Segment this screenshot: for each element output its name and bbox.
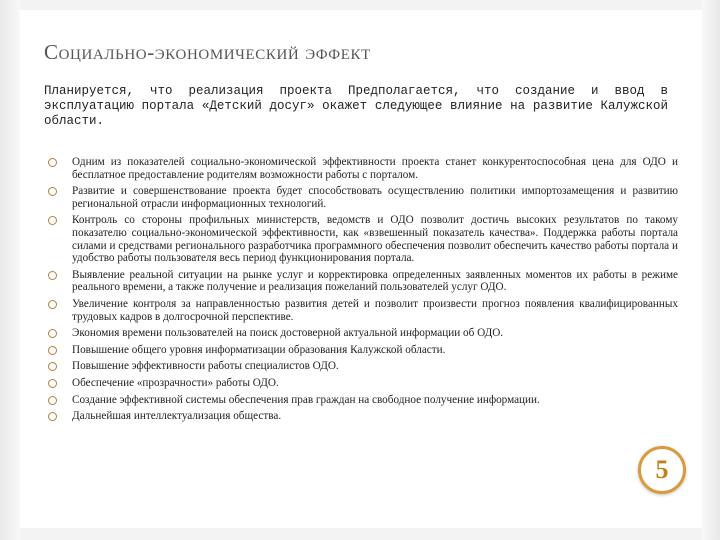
list-item-text: Повышение общего уровня информатизации образования Калужской области. xyxy=(72,343,446,356)
list-item-text: Повышение эффективности работы специалистов ОДО. xyxy=(72,360,339,373)
slide-title: Социально-экономический эффект xyxy=(44,40,371,64)
slide-frame-right xyxy=(702,0,720,540)
list-item xyxy=(44,214,678,264)
list-item xyxy=(44,156,678,181)
bullet-icon xyxy=(48,362,57,371)
bullet-icon xyxy=(48,158,57,167)
list-item-text: Обеспечение «прозрачности» работы ОДО. xyxy=(72,376,279,389)
list-item-text: Экономия времени пользователей на поиск достоверной актуальной информации об ОДО. xyxy=(72,327,504,340)
bullet-icon xyxy=(48,216,57,225)
list-item-text: Одним из показателей социально-экономической эффективности проекта станет конкурентоспособная цена для ОДО и бесплатное предоставление родителям возможности работы с порталом. xyxy=(72,156,678,181)
list-item-text: Развитие и совершенствование проекта будет способствовать осуществлению политики импортозамещения и развитию региональной отрасли информационных технологий. xyxy=(72,185,678,210)
slide-frame-bottom xyxy=(0,528,720,540)
list-item-text: Выявление реальной ситуации на рынке услуг и корректировка определенных заявленных моментов их работы в режиме реального времени, а также получение и реализация пожеланий пользователей услуг ОДО. xyxy=(72,268,678,294)
list-item xyxy=(44,269,678,294)
list-item xyxy=(44,327,678,340)
bullet-icon xyxy=(48,379,57,388)
list-item-text: Увеличение контроля за направленностью развития детей и позволит произвести прогноз появления квалифицированных трудовых кадров в долгосрочной перспективе. xyxy=(72,297,678,323)
list-item xyxy=(44,298,678,323)
bullet-icon xyxy=(48,271,57,280)
bullet-icon xyxy=(48,300,57,309)
effects-list xyxy=(44,156,678,427)
list-item xyxy=(44,185,678,210)
slide-frame-left xyxy=(0,0,20,540)
list-item-text: Контроль со стороны профильных министерств, ведомств и ОДО позволит достичь высоких результатов по такому показателю социально-экономической эффективности, как «взвешенный показатель качества». Поддержка работы портала силами и средствами регионального разработчика программного обеспечения позволит обеспечить качество работы портала и удобство работы пользователя весь период функционирования портала. xyxy=(72,214,678,265)
list-item xyxy=(44,410,678,423)
list-item-text: Дальнейшая интеллектуализация общества. xyxy=(72,410,282,423)
list-item xyxy=(44,394,678,407)
intro-paragraph: Планируется, что реализация проекта Предполагается, что создание и ввод в эксплуатацию портала «Детский досуг» окажет следующее влияние на развитие Калужской области. xyxy=(44,84,668,128)
bullet-icon xyxy=(48,346,57,355)
bullet-icon xyxy=(48,412,57,421)
list-item xyxy=(44,344,678,357)
list-item-text: Создание эффективной системы обеспечения прав граждан на свободное получение информации. xyxy=(72,393,540,406)
list-item xyxy=(44,360,678,373)
page-number-badge: 5 xyxy=(638,446,686,494)
slide-frame-top xyxy=(0,0,720,10)
bullet-icon xyxy=(48,329,57,338)
list-item xyxy=(44,377,678,390)
bullet-icon xyxy=(48,187,57,196)
bullet-icon xyxy=(48,396,57,405)
